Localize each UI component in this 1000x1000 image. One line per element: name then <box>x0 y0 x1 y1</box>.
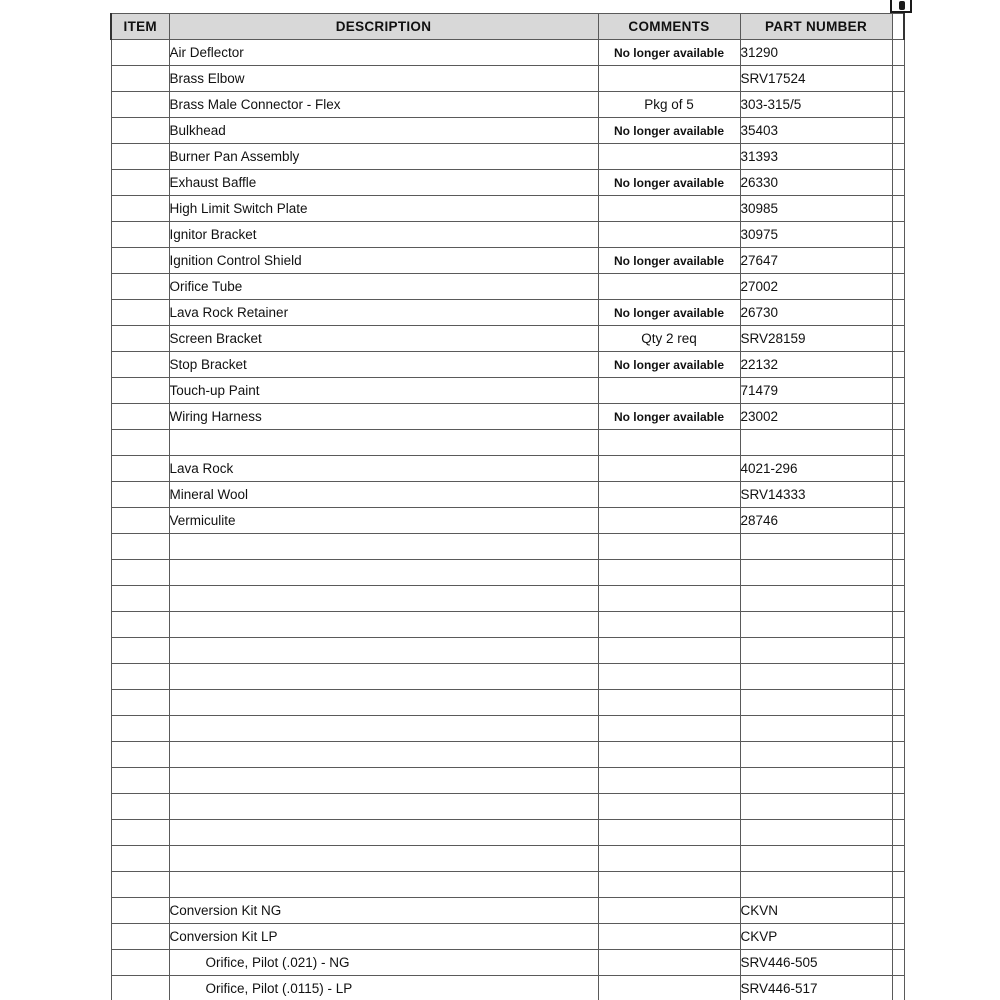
cell-edge <box>892 924 904 950</box>
cell-comments <box>598 820 740 846</box>
cell-item <box>111 846 169 872</box>
table-row <box>111 118 904 144</box>
page-top-marker-icon <box>899 1 905 10</box>
cell-part-number <box>740 612 892 638</box>
cell-item <box>111 638 169 664</box>
cell-description: Ignition Control Shield <box>169 248 598 274</box>
cell-edge <box>892 92 904 118</box>
cell-comments <box>598 222 740 248</box>
cell-item <box>111 352 169 378</box>
cell-comments: No longer available <box>598 352 740 378</box>
cell-item <box>111 274 169 300</box>
cell-part-number: SRV446-505 <box>740 950 892 976</box>
table-row <box>111 612 904 638</box>
cell-part-number: 303-315/5 <box>740 92 892 118</box>
cell-edge <box>892 326 904 352</box>
table-row <box>111 300 904 326</box>
column-header-item: ITEM <box>111 14 169 40</box>
cell-description <box>169 794 598 820</box>
cell-part-number <box>740 742 892 768</box>
cell-part-number <box>740 794 892 820</box>
cell-part-number: 31393 <box>740 144 892 170</box>
cell-comments <box>598 274 740 300</box>
table-header-row <box>111 14 904 40</box>
cell-part-number: SRV17524 <box>740 66 892 92</box>
cell-item <box>111 92 169 118</box>
cell-edge <box>892 196 904 222</box>
cell-item <box>111 560 169 586</box>
cell-description: Lava Rock <box>169 456 598 482</box>
cell-part-number <box>740 820 892 846</box>
cell-item <box>111 144 169 170</box>
cell-description <box>169 716 598 742</box>
cell-comments: No longer available <box>598 170 740 196</box>
cell-item <box>111 378 169 404</box>
cell-comments <box>598 898 740 924</box>
cell-comments <box>598 144 740 170</box>
cell-part-number: 27002 <box>740 274 892 300</box>
cell-part-number: SRV446-517 <box>740 976 892 1000</box>
cell-edge <box>892 144 904 170</box>
cell-part-number: SRV28159 <box>740 326 892 352</box>
table-row <box>111 430 904 456</box>
table-row <box>111 742 904 768</box>
cell-description: Ignitor Bracket <box>169 222 598 248</box>
cell-item <box>111 768 169 794</box>
cell-description: Bulkhead <box>169 118 598 144</box>
cell-item <box>111 820 169 846</box>
table-row <box>111 586 904 612</box>
table-row <box>111 716 904 742</box>
table-row <box>111 976 904 1000</box>
cell-part-number <box>740 716 892 742</box>
table-row <box>111 222 904 248</box>
cell-comments <box>598 768 740 794</box>
cell-description: Brass Elbow <box>169 66 598 92</box>
cell-comments: No longer available <box>598 248 740 274</box>
cell-item <box>111 950 169 976</box>
cell-edge <box>892 404 904 430</box>
cell-part-number <box>740 872 892 898</box>
cell-description <box>169 846 598 872</box>
table-row <box>111 482 904 508</box>
cell-edge <box>892 222 904 248</box>
table-row <box>111 690 904 716</box>
cell-part-number: SRV14333 <box>740 482 892 508</box>
cell-edge <box>892 118 904 144</box>
cell-item <box>111 66 169 92</box>
cell-description: Burner Pan Assembly <box>169 144 598 170</box>
cell-comments <box>598 456 740 482</box>
cell-item <box>111 118 169 144</box>
cell-comments <box>598 742 740 768</box>
cell-item <box>111 690 169 716</box>
cell-item <box>111 872 169 898</box>
table-row <box>111 170 904 196</box>
cell-comments <box>598 586 740 612</box>
cell-item <box>111 976 169 1000</box>
cell-item <box>111 404 169 430</box>
cell-edge <box>892 820 904 846</box>
cell-description: Orifice Tube <box>169 274 598 300</box>
column-header-description: DESCRIPTION <box>169 14 598 40</box>
table-row <box>111 638 904 664</box>
cell-part-number: 71479 <box>740 378 892 404</box>
cell-comments <box>598 534 740 560</box>
table-row <box>111 248 904 274</box>
cell-edge <box>892 508 904 534</box>
cell-part-number: 31290 <box>740 40 892 66</box>
cell-item <box>111 326 169 352</box>
cell-description <box>169 586 598 612</box>
cell-edge <box>892 742 904 768</box>
table-row <box>111 768 904 794</box>
cell-comments <box>598 378 740 404</box>
cell-comments: Pkg of 5 <box>598 92 740 118</box>
column-header-edge <box>892 14 904 40</box>
table-row <box>111 794 904 820</box>
cell-description: Orifice, Pilot (.0115) - LP <box>169 976 598 1000</box>
cell-description: Screen Bracket <box>169 326 598 352</box>
cell-edge <box>892 66 904 92</box>
cell-edge <box>892 768 904 794</box>
cell-part-number: 35403 <box>740 118 892 144</box>
table-row <box>111 846 904 872</box>
cell-item <box>111 222 169 248</box>
cell-description: Lava Rock Retainer <box>169 300 598 326</box>
table-row <box>111 924 904 950</box>
column-header-part-number: PART NUMBER <box>740 14 892 40</box>
cell-comments <box>598 664 740 690</box>
cell-part-number: 30975 <box>740 222 892 248</box>
cell-item <box>111 612 169 638</box>
cell-comments <box>598 430 740 456</box>
cell-item <box>111 924 169 950</box>
table-row <box>111 534 904 560</box>
cell-edge <box>892 170 904 196</box>
cell-edge <box>892 898 904 924</box>
table-row <box>111 66 904 92</box>
cell-description <box>169 690 598 716</box>
cell-edge <box>892 482 904 508</box>
cell-item <box>111 482 169 508</box>
cell-part-number: CKVP <box>740 924 892 950</box>
cell-part-number: 22132 <box>740 352 892 378</box>
cell-part-number <box>740 586 892 612</box>
table-row <box>111 872 904 898</box>
cell-description <box>169 768 598 794</box>
cell-description: Stop Bracket <box>169 352 598 378</box>
cell-comments <box>598 950 740 976</box>
cell-part-number <box>740 690 892 716</box>
cell-edge <box>892 430 904 456</box>
cell-comments <box>598 690 740 716</box>
cell-description: Orifice, Pilot (.021) - NG <box>169 950 598 976</box>
cell-item <box>111 508 169 534</box>
cell-part-number: 26330 <box>740 170 892 196</box>
cell-item <box>111 898 169 924</box>
table-header <box>111 14 904 40</box>
cell-edge <box>892 274 904 300</box>
cell-description <box>169 430 598 456</box>
cell-description: Air Deflector <box>169 40 598 66</box>
table-row <box>111 404 904 430</box>
cell-item <box>111 716 169 742</box>
cell-item <box>111 430 169 456</box>
column-header-comments: COMMENTS <box>598 14 740 40</box>
cell-comments <box>598 924 740 950</box>
cell-description: Conversion Kit NG <box>169 898 598 924</box>
cell-description <box>169 664 598 690</box>
cell-comments <box>598 976 740 1000</box>
cell-description <box>169 560 598 586</box>
cell-item <box>111 40 169 66</box>
cell-edge <box>892 690 904 716</box>
cell-part-number <box>740 534 892 560</box>
table-row <box>111 820 904 846</box>
cell-edge <box>892 638 904 664</box>
cell-description: Exhaust Baffle <box>169 170 598 196</box>
cell-part-number <box>740 664 892 690</box>
table-row <box>111 508 904 534</box>
cell-item <box>111 794 169 820</box>
cell-description <box>169 534 598 560</box>
cell-item <box>111 248 169 274</box>
cell-description: Mineral Wool <box>169 482 598 508</box>
cell-edge <box>892 352 904 378</box>
table-row <box>111 196 904 222</box>
cell-edge <box>892 794 904 820</box>
table-row <box>111 456 904 482</box>
cell-edge <box>892 378 904 404</box>
cell-part-number <box>740 768 892 794</box>
cell-description <box>169 638 598 664</box>
cell-description: Vermiculite <box>169 508 598 534</box>
cell-edge <box>892 534 904 560</box>
cell-comments <box>598 508 740 534</box>
cell-part-number: 23002 <box>740 404 892 430</box>
table-row <box>111 274 904 300</box>
table-row <box>111 40 904 66</box>
table-row <box>111 560 904 586</box>
cell-comments: No longer available <box>598 40 740 66</box>
cell-edge <box>892 976 904 1000</box>
cell-comments <box>598 66 740 92</box>
parts-list-table <box>110 13 905 1000</box>
cell-part-number <box>740 430 892 456</box>
cell-edge <box>892 612 904 638</box>
table-row <box>111 144 904 170</box>
cell-comments: Qty 2 req <box>598 326 740 352</box>
cell-description: Conversion Kit LP <box>169 924 598 950</box>
cell-item <box>111 664 169 690</box>
cell-part-number: CKVN <box>740 898 892 924</box>
cell-comments: No longer available <box>598 404 740 430</box>
cell-part-number: 30985 <box>740 196 892 222</box>
cell-comments <box>598 872 740 898</box>
cell-comments <box>598 638 740 664</box>
table-row <box>111 898 904 924</box>
cell-part-number: 4021-296 <box>740 456 892 482</box>
table-row <box>111 378 904 404</box>
cell-description: High Limit Switch Plate <box>169 196 598 222</box>
table-row <box>111 326 904 352</box>
cell-description <box>169 612 598 638</box>
cell-description: Touch-up Paint <box>169 378 598 404</box>
cell-part-number: 27647 <box>740 248 892 274</box>
cell-edge <box>892 716 904 742</box>
cell-item <box>111 456 169 482</box>
cell-description <box>169 820 598 846</box>
cell-item <box>111 742 169 768</box>
cell-description <box>169 872 598 898</box>
cell-comments: No longer available <box>598 300 740 326</box>
cell-comments <box>598 196 740 222</box>
cell-comments: No longer available <box>598 118 740 144</box>
cell-item <box>111 170 169 196</box>
table-body <box>111 40 904 1000</box>
cell-edge <box>892 846 904 872</box>
cell-comments <box>598 482 740 508</box>
cell-item <box>111 300 169 326</box>
cell-edge <box>892 872 904 898</box>
cell-description: Wiring Harness <box>169 404 598 430</box>
cell-edge <box>892 664 904 690</box>
cell-part-number <box>740 638 892 664</box>
cell-item <box>111 196 169 222</box>
table-row <box>111 352 904 378</box>
table-row <box>111 92 904 118</box>
cell-edge <box>892 560 904 586</box>
cell-part-number: 26730 <box>740 300 892 326</box>
cell-edge <box>892 40 904 66</box>
cell-edge <box>892 456 904 482</box>
table-row <box>111 664 904 690</box>
page-top-rule-fragment <box>890 0 912 13</box>
cell-comments <box>598 846 740 872</box>
cell-description: Brass Male Connector - Flex <box>169 92 598 118</box>
cell-edge <box>892 300 904 326</box>
cell-edge <box>892 248 904 274</box>
cell-part-number: 28746 <box>740 508 892 534</box>
cell-comments <box>598 716 740 742</box>
cell-comments <box>598 560 740 586</box>
cell-comments <box>598 612 740 638</box>
cell-item <box>111 586 169 612</box>
cell-part-number <box>740 846 892 872</box>
cell-comments <box>598 794 740 820</box>
table-row <box>111 950 904 976</box>
cell-part-number <box>740 560 892 586</box>
cell-description <box>169 742 598 768</box>
cell-edge <box>892 950 904 976</box>
cell-edge <box>892 586 904 612</box>
cell-item <box>111 534 169 560</box>
